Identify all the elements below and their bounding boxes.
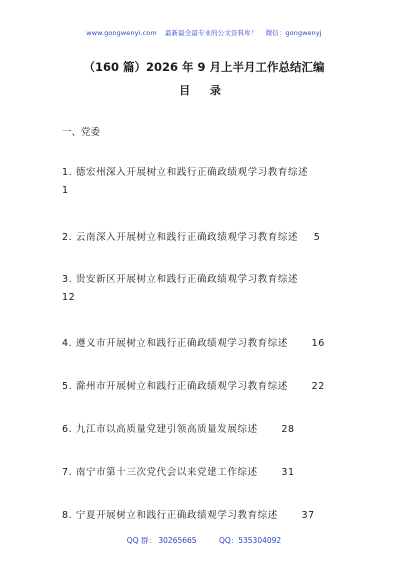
qq-contact: QQ：535304092 (218, 536, 282, 545)
toc-item-5[interactable] (62, 378, 362, 396)
toc-item-title: 8. 宁夏开展树立和践行正确政绩观学习教育综述 (62, 510, 278, 521)
toc-item-title: 5. 滁州市开展树立和践行正确政绩观学习教育综述 (62, 381, 288, 392)
header-banner (0, 28, 408, 37)
toc-item-page: 28 (281, 424, 295, 435)
footer-banner (0, 535, 408, 546)
document-title: （160 篇）2026 年 9 月上半月工作总结汇编 (83, 60, 325, 74)
section-heading: 一、党委 (62, 127, 101, 138)
toc-item-title: 3. 贵安新区开展树立和践行正确政绩观学习教育综述 (62, 274, 299, 285)
site-slogan: 最新最全最专业的公文资料库！ (164, 29, 258, 37)
toc-item-page: 5 (313, 232, 321, 243)
toc-item-3[interactable] (62, 271, 362, 307)
toc-item-page: 37 (301, 510, 315, 521)
toc-item-title: 4. 遵义市开展树立和践行正确政绩观学习教育综述 (62, 338, 288, 349)
wechat-contact: 微信：gongwenyj (265, 29, 322, 37)
toc-item-8[interactable] (62, 507, 362, 525)
toc-item-page: 16 (311, 338, 325, 349)
toc-item-4[interactable] (62, 335, 362, 353)
toc-item-7[interactable] (62, 464, 362, 482)
toc-item-title: 1. 德宏州深入开展树立和践行正确政绩观学习教育综述 (62, 167, 309, 178)
toc-item-6[interactable] (62, 421, 362, 439)
toc-item-1[interactable] (62, 164, 362, 200)
toc-item-page: 12 (62, 292, 76, 303)
toc-item-2[interactable] (62, 229, 362, 247)
qq-group: QQ 群： 30265665 (126, 536, 197, 545)
toc-heading: 目 录 (179, 84, 229, 97)
toc-item-title: 6. 九江市以高质量党建引领高质量发展综述 (62, 424, 258, 435)
site-url[interactable]: www.gongwenyi.com (86, 29, 157, 37)
toc-item-page: 1 (62, 185, 69, 196)
toc-item-page: 22 (311, 381, 325, 392)
toc-item-title: 7. 南宁市第十三次党代会以来党建工作综述 (62, 467, 258, 478)
toc-item-title: 2. 云南深入开展树立和践行正确政绩观学习教育综述 (62, 232, 299, 243)
toc-item-page: 31 (281, 467, 295, 478)
